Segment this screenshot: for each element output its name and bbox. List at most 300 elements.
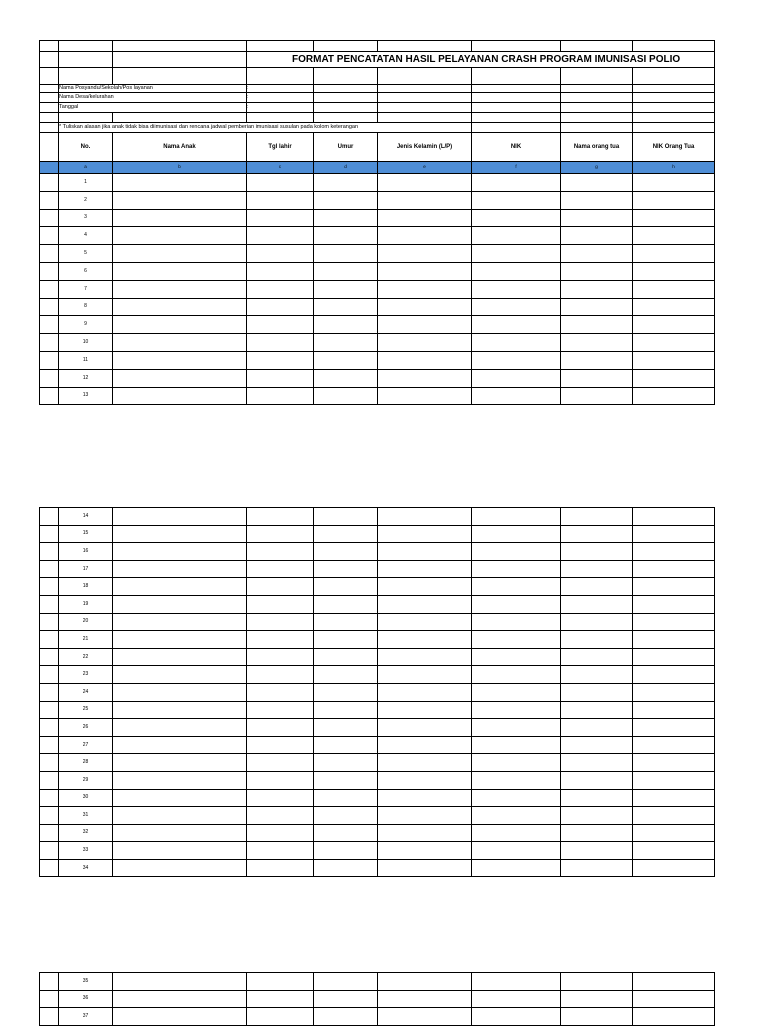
entry-cell[interactable] bbox=[113, 771, 247, 789]
entry-cell[interactable] bbox=[633, 666, 715, 684]
entry-cell[interactable] bbox=[314, 209, 378, 227]
entry-cell[interactable] bbox=[113, 842, 247, 860]
entry-cell[interactable] bbox=[472, 824, 561, 842]
entry-cell[interactable] bbox=[378, 209, 472, 227]
entry-cell[interactable] bbox=[561, 771, 633, 789]
entry-cell[interactable] bbox=[314, 525, 378, 543]
entry-cell[interactable] bbox=[472, 227, 561, 245]
entry-cell[interactable] bbox=[113, 990, 247, 1008]
entry-cell[interactable] bbox=[113, 595, 247, 613]
entry-cell[interactable] bbox=[247, 990, 314, 1008]
entry-cell[interactable] bbox=[314, 648, 378, 666]
entry-cell[interactable] bbox=[314, 595, 378, 613]
entry-cell[interactable] bbox=[113, 543, 247, 561]
entry-cell[interactable] bbox=[247, 262, 314, 280]
entry-cell[interactable] bbox=[247, 298, 314, 316]
entry-cell[interactable] bbox=[472, 174, 561, 192]
table-row bbox=[40, 824, 715, 842]
entry-cell[interactable] bbox=[314, 666, 378, 684]
entry-cell[interactable] bbox=[113, 351, 247, 369]
entry-cell[interactable] bbox=[247, 859, 314, 877]
entry-cell[interactable] bbox=[378, 631, 472, 649]
entry-cell[interactable] bbox=[113, 334, 247, 352]
entry-cell[interactable] bbox=[633, 191, 715, 209]
row-number: 37 bbox=[59, 1008, 113, 1026]
entry-cell[interactable] bbox=[561, 280, 633, 298]
entry-cell[interactable] bbox=[561, 1008, 633, 1026]
row-number: 26 bbox=[59, 719, 113, 737]
entry-cell[interactable] bbox=[633, 595, 715, 613]
entry-cell[interactable] bbox=[561, 316, 633, 334]
entry-cell[interactable] bbox=[633, 824, 715, 842]
entry-cell[interactable] bbox=[247, 1008, 314, 1026]
entry-cell[interactable] bbox=[247, 631, 314, 649]
entry-cell[interactable] bbox=[472, 807, 561, 825]
entry-cell[interactable] bbox=[472, 191, 561, 209]
entry-cell[interactable] bbox=[633, 351, 715, 369]
table-row bbox=[40, 842, 715, 860]
entry-cell[interactable] bbox=[113, 227, 247, 245]
entry-cell[interactable] bbox=[378, 280, 472, 298]
entry-cell[interactable] bbox=[314, 227, 378, 245]
entry-cell[interactable] bbox=[561, 631, 633, 649]
entry-cell[interactable] bbox=[113, 369, 247, 387]
entry-cell[interactable] bbox=[314, 824, 378, 842]
entry-cell[interactable] bbox=[472, 990, 561, 1008]
entry-cell[interactable] bbox=[561, 613, 633, 631]
entry-cell[interactable] bbox=[247, 174, 314, 192]
entry-cell[interactable] bbox=[472, 245, 561, 263]
row-gutter-cell bbox=[40, 316, 59, 334]
entry-cell[interactable] bbox=[561, 973, 633, 991]
entry-cell[interactable] bbox=[378, 334, 472, 352]
entry-cell[interactable] bbox=[314, 387, 378, 405]
entry-cell[interactable] bbox=[633, 316, 715, 334]
entry-cell[interactable] bbox=[247, 525, 314, 543]
row-number: 34 bbox=[59, 859, 113, 877]
entry-cell[interactable] bbox=[247, 578, 314, 596]
row-number: 31 bbox=[59, 807, 113, 825]
entry-cell[interactable] bbox=[378, 754, 472, 772]
entry-cell[interactable] bbox=[247, 334, 314, 352]
entry-cell[interactable] bbox=[472, 842, 561, 860]
entry-cell[interactable] bbox=[314, 578, 378, 596]
row-number: 27 bbox=[59, 736, 113, 754]
entry-cell[interactable] bbox=[378, 351, 472, 369]
entry-cell[interactable] bbox=[378, 973, 472, 991]
entry-cell[interactable] bbox=[561, 174, 633, 192]
entry-cell[interactable] bbox=[314, 191, 378, 209]
entry-cell[interactable] bbox=[113, 701, 247, 719]
entry-cell[interactable] bbox=[378, 369, 472, 387]
entry-cell[interactable] bbox=[633, 789, 715, 807]
entry-cell[interactable] bbox=[247, 245, 314, 263]
entry-cell[interactable] bbox=[247, 316, 314, 334]
entry-cell[interactable] bbox=[472, 973, 561, 991]
entry-cell[interactable] bbox=[633, 298, 715, 316]
entry-cell[interactable] bbox=[472, 209, 561, 227]
entry-cell[interactable] bbox=[378, 316, 472, 334]
entry-cell[interactable] bbox=[314, 174, 378, 192]
entry-cell[interactable] bbox=[561, 719, 633, 737]
entry-cell[interactable] bbox=[113, 298, 247, 316]
entry-cell[interactable] bbox=[378, 683, 472, 701]
entry-cell[interactable] bbox=[472, 771, 561, 789]
row-number: 12 bbox=[59, 369, 113, 387]
table-row bbox=[40, 316, 715, 334]
entry-cell[interactable] bbox=[472, 351, 561, 369]
entry-cell[interactable] bbox=[314, 683, 378, 701]
entry-cell[interactable] bbox=[378, 701, 472, 719]
entry-cell[interactable] bbox=[472, 298, 561, 316]
entry-cell[interactable] bbox=[247, 280, 314, 298]
row-gutter-cell bbox=[40, 298, 59, 316]
entry-cell[interactable] bbox=[633, 842, 715, 860]
entry-cell[interactable] bbox=[561, 648, 633, 666]
entry-cell[interactable] bbox=[247, 387, 314, 405]
entry-cell[interactable] bbox=[633, 525, 715, 543]
entry-cell[interactable] bbox=[472, 387, 561, 405]
entry-cell[interactable] bbox=[314, 316, 378, 334]
colon: : bbox=[247, 93, 314, 103]
entry-cell[interactable] bbox=[561, 595, 633, 613]
row-number: 11 bbox=[59, 351, 113, 369]
entry-cell[interactable] bbox=[561, 736, 633, 754]
entry-cell[interactable] bbox=[472, 754, 561, 772]
entry-cell[interactable] bbox=[378, 613, 472, 631]
row-number: 16 bbox=[59, 543, 113, 561]
entry-cell[interactable] bbox=[472, 316, 561, 334]
entry-cell[interactable] bbox=[314, 842, 378, 860]
entry-cell[interactable] bbox=[472, 648, 561, 666]
entry-cell[interactable] bbox=[561, 824, 633, 842]
letter-e: e bbox=[378, 162, 472, 174]
entry-cell[interactable] bbox=[561, 508, 633, 526]
entry-cell[interactable] bbox=[633, 369, 715, 387]
entry-cell[interactable] bbox=[561, 525, 633, 543]
row-number: 36 bbox=[59, 990, 113, 1008]
entry-cell[interactable] bbox=[247, 666, 314, 684]
entry-cell[interactable] bbox=[472, 595, 561, 613]
entry-cell[interactable] bbox=[472, 683, 561, 701]
entry-cell[interactable] bbox=[561, 842, 633, 860]
entry-cell[interactable] bbox=[633, 280, 715, 298]
row-gutter-cell bbox=[40, 334, 59, 352]
row-gutter-cell bbox=[40, 859, 59, 877]
entry-cell[interactable] bbox=[113, 824, 247, 842]
entry-cell[interactable] bbox=[378, 227, 472, 245]
row-number: 21 bbox=[59, 631, 113, 649]
entry-cell[interactable] bbox=[314, 719, 378, 737]
entry-cell[interactable] bbox=[633, 262, 715, 280]
entry-cell[interactable] bbox=[633, 771, 715, 789]
entry-cell[interactable] bbox=[561, 754, 633, 772]
entry-cell[interactable] bbox=[247, 754, 314, 772]
entry-cell[interactable] bbox=[314, 280, 378, 298]
entry-cell[interactable] bbox=[378, 648, 472, 666]
entry-cell[interactable] bbox=[113, 754, 247, 772]
entry-cell[interactable] bbox=[378, 789, 472, 807]
entry-cell[interactable] bbox=[472, 789, 561, 807]
entry-cell[interactable] bbox=[247, 613, 314, 631]
entry-cell[interactable] bbox=[113, 560, 247, 578]
entry-cell[interactable] bbox=[378, 771, 472, 789]
entry-cell[interactable] bbox=[378, 666, 472, 684]
entry-cell[interactable] bbox=[378, 736, 472, 754]
table-row bbox=[40, 508, 715, 526]
entry-cell[interactable] bbox=[561, 351, 633, 369]
entry-cell[interactable] bbox=[314, 631, 378, 649]
entry-cell[interactable] bbox=[633, 245, 715, 263]
entry-cell[interactable] bbox=[113, 631, 247, 649]
entry-cell[interactable] bbox=[247, 842, 314, 860]
entry-cell[interactable] bbox=[561, 369, 633, 387]
entry-cell[interactable] bbox=[561, 578, 633, 596]
row-gutter-cell bbox=[40, 191, 59, 209]
entry-cell[interactable] bbox=[314, 973, 378, 991]
entry-cell[interactable] bbox=[113, 1008, 247, 1026]
entry-cell[interactable] bbox=[113, 736, 247, 754]
entry-cell[interactable] bbox=[472, 369, 561, 387]
entry-cell[interactable] bbox=[561, 262, 633, 280]
entry-cell[interactable] bbox=[378, 578, 472, 596]
entry-cell[interactable] bbox=[247, 789, 314, 807]
entry-cell[interactable] bbox=[378, 842, 472, 860]
entry-cell[interactable] bbox=[247, 191, 314, 209]
entry-cell[interactable] bbox=[561, 683, 633, 701]
entry-cell[interactable] bbox=[378, 508, 472, 526]
entry-cell[interactable] bbox=[472, 543, 561, 561]
entry-cell[interactable] bbox=[633, 736, 715, 754]
entry-cell[interactable] bbox=[472, 719, 561, 737]
entry-cell[interactable] bbox=[113, 973, 247, 991]
entry-cell[interactable] bbox=[247, 369, 314, 387]
entry-cell[interactable] bbox=[247, 683, 314, 701]
entry-cell[interactable] bbox=[113, 789, 247, 807]
entry-cell[interactable] bbox=[113, 859, 247, 877]
entry-cell[interactable] bbox=[472, 701, 561, 719]
entry-cell[interactable] bbox=[378, 719, 472, 737]
entry-cell[interactable] bbox=[561, 701, 633, 719]
entry-cell[interactable] bbox=[314, 771, 378, 789]
entry-cell[interactable] bbox=[314, 990, 378, 1008]
entry-cell[interactable] bbox=[314, 262, 378, 280]
row-gutter-cell bbox=[40, 280, 59, 298]
entry-cell[interactable] bbox=[378, 245, 472, 263]
entry-cell[interactable] bbox=[247, 701, 314, 719]
entry-cell[interactable] bbox=[247, 351, 314, 369]
entry-cell[interactable] bbox=[472, 508, 561, 526]
entry-cell[interactable] bbox=[378, 298, 472, 316]
entry-cell[interactable] bbox=[113, 578, 247, 596]
entry-cell[interactable] bbox=[113, 613, 247, 631]
entry-cell[interactable] bbox=[472, 859, 561, 877]
entry-cell[interactable] bbox=[633, 387, 715, 405]
entry-cell[interactable] bbox=[472, 525, 561, 543]
entry-cell[interactable] bbox=[113, 245, 247, 263]
row-number: 30 bbox=[59, 789, 113, 807]
entry-cell[interactable] bbox=[561, 298, 633, 316]
entry-cell[interactable] bbox=[378, 560, 472, 578]
entry-cell[interactable] bbox=[561, 227, 633, 245]
row-gutter-cell bbox=[40, 973, 59, 991]
entry-cell[interactable] bbox=[472, 666, 561, 684]
entry-cell[interactable] bbox=[247, 973, 314, 991]
header-nama-orang-tua: Nama orang tua bbox=[561, 133, 633, 162]
entry-cell[interactable] bbox=[113, 807, 247, 825]
entry-cell[interactable] bbox=[561, 209, 633, 227]
entry-cell[interactable] bbox=[314, 1008, 378, 1026]
entry-cell[interactable] bbox=[633, 701, 715, 719]
row-number: 25 bbox=[59, 701, 113, 719]
entry-cell[interactable] bbox=[113, 648, 247, 666]
entry-cell[interactable] bbox=[314, 789, 378, 807]
entry-cell[interactable] bbox=[561, 807, 633, 825]
entry-cell[interactable] bbox=[472, 1008, 561, 1026]
entry-cell[interactable] bbox=[561, 990, 633, 1008]
entry-cell[interactable] bbox=[561, 543, 633, 561]
entry-cell[interactable] bbox=[561, 560, 633, 578]
entry-cell[interactable] bbox=[314, 560, 378, 578]
row-gutter-cell bbox=[40, 648, 59, 666]
entry-cell[interactable] bbox=[633, 560, 715, 578]
entry-cell[interactable] bbox=[314, 245, 378, 263]
entry-cell[interactable] bbox=[561, 191, 633, 209]
row-gutter-cell bbox=[40, 227, 59, 245]
entry-cell[interactable] bbox=[472, 560, 561, 578]
entry-cell[interactable] bbox=[247, 648, 314, 666]
entry-cell[interactable] bbox=[633, 807, 715, 825]
entry-cell[interactable] bbox=[247, 508, 314, 526]
entry-cell[interactable] bbox=[314, 334, 378, 352]
table-row bbox=[40, 334, 715, 352]
entry-cell[interactable] bbox=[314, 351, 378, 369]
entry-cell[interactable] bbox=[633, 578, 715, 596]
entry-cell[interactable] bbox=[247, 771, 314, 789]
entry-cell[interactable] bbox=[314, 736, 378, 754]
entry-cell[interactable] bbox=[113, 525, 247, 543]
entry-cell[interactable] bbox=[561, 334, 633, 352]
entry-cell[interactable] bbox=[633, 683, 715, 701]
entry-cell[interactable] bbox=[378, 174, 472, 192]
entry-cell[interactable] bbox=[472, 334, 561, 352]
entry-cell[interactable] bbox=[472, 578, 561, 596]
entry-cell[interactable] bbox=[561, 387, 633, 405]
entry-cell[interactable] bbox=[314, 298, 378, 316]
entry-cell[interactable] bbox=[378, 191, 472, 209]
entry-cell[interactable] bbox=[113, 387, 247, 405]
entry-cell[interactable] bbox=[378, 525, 472, 543]
entry-cell[interactable] bbox=[633, 174, 715, 192]
entry-cell[interactable] bbox=[472, 613, 561, 631]
entry-cell[interactable] bbox=[633, 648, 715, 666]
entry-cell[interactable] bbox=[378, 859, 472, 877]
entry-cell[interactable] bbox=[314, 508, 378, 526]
entry-cell[interactable] bbox=[113, 262, 247, 280]
entry-cell[interactable] bbox=[247, 595, 314, 613]
entry-cell[interactable] bbox=[314, 807, 378, 825]
entry-cell[interactable] bbox=[633, 613, 715, 631]
entry-cell[interactable] bbox=[113, 666, 247, 684]
entry-cell[interactable] bbox=[472, 736, 561, 754]
entry-cell[interactable] bbox=[113, 719, 247, 737]
table-row bbox=[40, 754, 715, 772]
entry-cell[interactable] bbox=[633, 859, 715, 877]
entry-cell[interactable] bbox=[247, 736, 314, 754]
entry-cell[interactable] bbox=[314, 859, 378, 877]
row-gutter-cell bbox=[40, 824, 59, 842]
entry-cell[interactable] bbox=[247, 824, 314, 842]
entry-cell[interactable] bbox=[113, 209, 247, 227]
entry-cell[interactable] bbox=[633, 334, 715, 352]
entry-cell[interactable] bbox=[113, 316, 247, 334]
entry-cell[interactable] bbox=[633, 719, 715, 737]
entry-cell[interactable] bbox=[378, 990, 472, 1008]
table-row bbox=[40, 771, 715, 789]
entry-cell[interactable] bbox=[633, 209, 715, 227]
header-tgl-lahir: Tgl lahir bbox=[247, 133, 314, 162]
entry-cell[interactable] bbox=[561, 666, 633, 684]
entry-cell[interactable] bbox=[378, 262, 472, 280]
entry-cell[interactable] bbox=[113, 508, 247, 526]
table-row bbox=[40, 209, 715, 227]
entry-cell[interactable] bbox=[247, 807, 314, 825]
entry-cell[interactable] bbox=[247, 719, 314, 737]
entry-cell[interactable] bbox=[247, 560, 314, 578]
entry-cell[interactable] bbox=[314, 613, 378, 631]
entry-cell[interactable] bbox=[378, 543, 472, 561]
entry-cell[interactable] bbox=[378, 595, 472, 613]
entry-cell[interactable] bbox=[247, 543, 314, 561]
row-number: 8 bbox=[59, 298, 113, 316]
entry-cell[interactable] bbox=[113, 191, 247, 209]
entry-cell[interactable] bbox=[472, 631, 561, 649]
entry-cell[interactable] bbox=[633, 631, 715, 649]
row-number: 35 bbox=[59, 973, 113, 991]
entry-cell[interactable] bbox=[113, 683, 247, 701]
entry-cell[interactable] bbox=[314, 754, 378, 772]
entry-cell[interactable] bbox=[561, 859, 633, 877]
entry-cell[interactable] bbox=[247, 227, 314, 245]
entry-cell[interactable] bbox=[247, 209, 314, 227]
entry-cell[interactable] bbox=[633, 227, 715, 245]
entry-cell[interactable] bbox=[378, 387, 472, 405]
entry-cell[interactable] bbox=[314, 369, 378, 387]
entry-cell[interactable] bbox=[561, 789, 633, 807]
form-table-page-3 bbox=[39, 972, 715, 1026]
entry-cell[interactable] bbox=[633, 973, 715, 991]
entry-cell[interactable] bbox=[378, 1008, 472, 1026]
entry-cell[interactable] bbox=[378, 824, 472, 842]
entry-cell[interactable] bbox=[633, 1008, 715, 1026]
header-nik-orang-tua: NIK Orang Tua bbox=[633, 133, 715, 162]
entry-cell[interactable] bbox=[378, 807, 472, 825]
entry-cell[interactable] bbox=[472, 262, 561, 280]
entry-cell[interactable] bbox=[113, 280, 247, 298]
entry-cell[interactable] bbox=[314, 701, 378, 719]
row-gutter-cell bbox=[40, 631, 59, 649]
entry-cell[interactable] bbox=[633, 508, 715, 526]
entry-cell[interactable] bbox=[633, 543, 715, 561]
row-gutter-cell bbox=[40, 174, 59, 192]
row-gutter-cell bbox=[40, 543, 59, 561]
entry-cell[interactable] bbox=[633, 990, 715, 1008]
entry-cell[interactable] bbox=[314, 543, 378, 561]
entry-cell[interactable] bbox=[633, 754, 715, 772]
entry-cell[interactable] bbox=[113, 174, 247, 192]
entry-cell[interactable] bbox=[472, 280, 561, 298]
entry-cell[interactable] bbox=[561, 245, 633, 263]
